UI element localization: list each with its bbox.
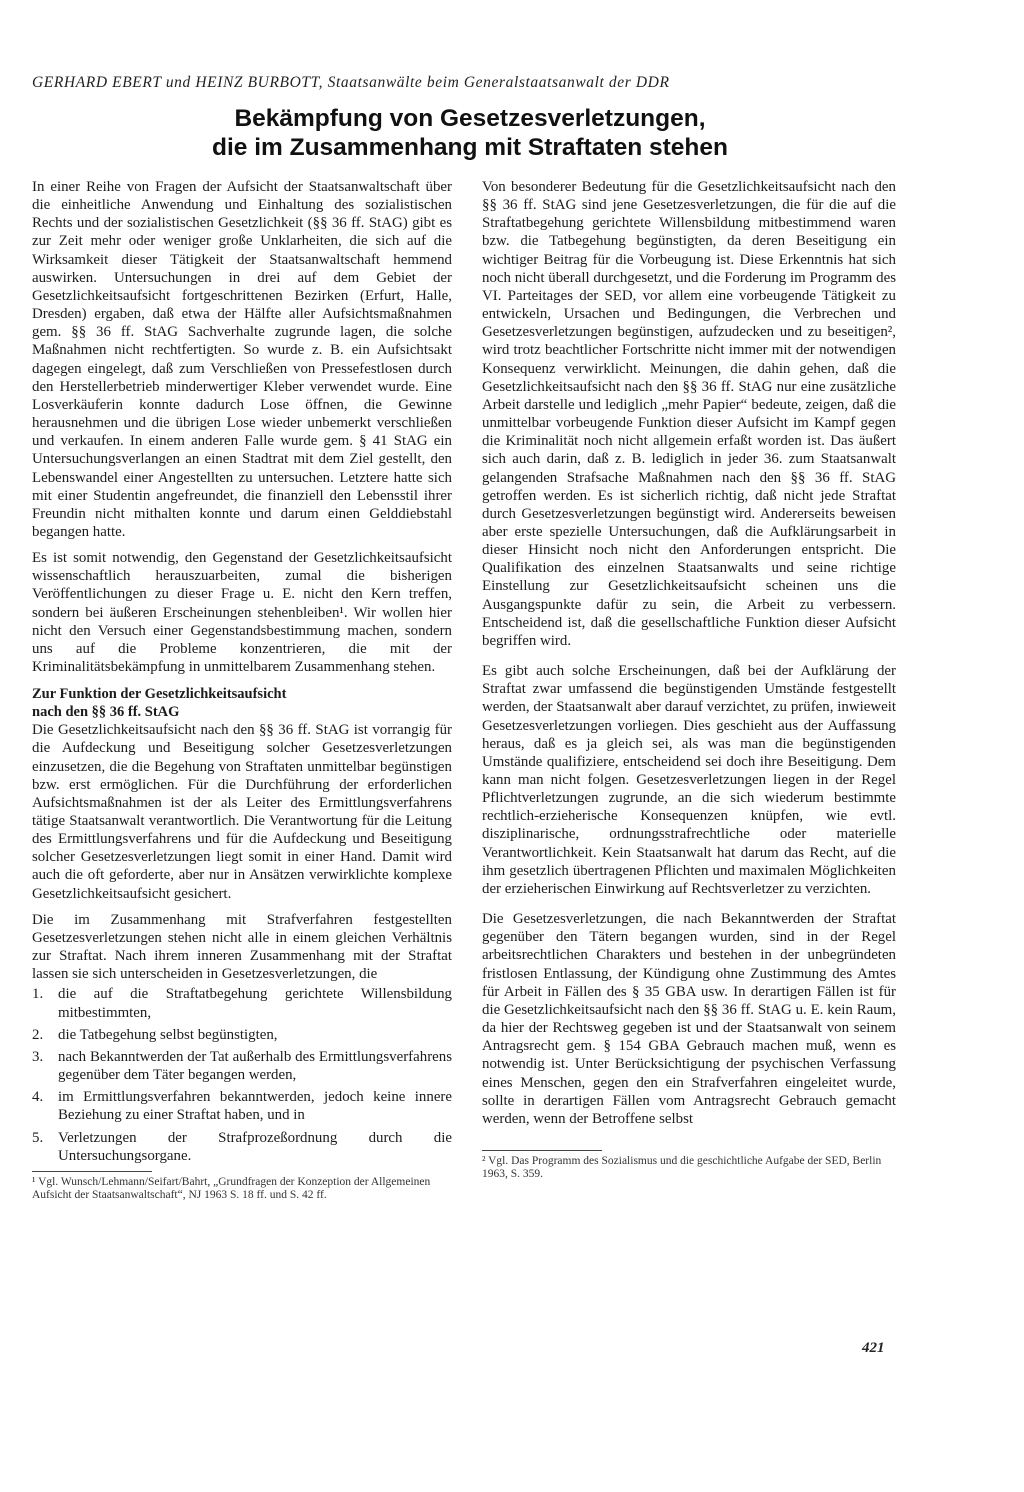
list-item [32, 1088, 452, 1124]
footnote-2: ² Vgl. Das Programm des Sozialismus und die geschichtliche Aufgabe der SED, Berlin 1963, S. 359. [482, 1154, 882, 1181]
section-heading-line-1: Zur Funktion der Gesetzlichkeitsaufsicht [32, 686, 287, 703]
list-item-text: nach Bekanntwerden der Tat außerhalb des Ermittlungsverfahrens gegenüber dem Täter begangen werden, [58, 1048, 452, 1084]
list-item [32, 1048, 452, 1084]
list-item [32, 1026, 452, 1044]
enumerated-list [32, 985, 452, 1164]
title-line-1: Bekämpfung von Gesetzesverletzungen, [234, 105, 706, 132]
list-item-text: die Tatbegehung selbst begünstigten, [58, 1026, 278, 1043]
list-item-number: 5. [32, 1129, 44, 1146]
left-paragraph-4: Die im Zusammenhang mit Strafverfahren festgestellten Gesetzesverletzungen stehen nicht alle in einem gleichen Verhältnis zur Straftat. Nach ihrem inneren Zusammenhang mit der Straftat lassen sie sich unterscheiden in Gesetzesverletzungen, die [32, 911, 452, 983]
list-item-number: 3. [32, 1048, 44, 1065]
left-paragraph-2: Es ist somit notwendig, den Gegenstand der Gesetzlichkeitsaufsicht wissenschaftlich herauszuarbeiten, zumal die bisherigen Veröffentlichungen zu dieser Frage u. E. nicht den Kern treffen, sondern bei äußeren Erscheinungen stehenbleiben¹. Wir wollen hier nicht den Versuch einer Gegenstandsbestimmung machen, sondern uns auf die Probleme konzentrieren, die mit der Kriminalitätsbekämpfung in unmittelbarem Zusammenhang stehen. [32, 550, 452, 676]
author-line: GERHARD EBERT und HEINZ BURBOTT, Staatsanwälte beim Generalstaatsanwalt der DDR [32, 74, 670, 91]
title-line-2: die im Zusammenhang mit Straftaten stehen [212, 134, 728, 161]
list-item [32, 1129, 452, 1165]
section-heading [32, 685, 452, 721]
footnote-1: ¹ Vgl. Wunsch/Lehmann/Seifart/Bahrt, „Grundfragen der Konzeption der Allgemeinen Aufsicht der Staatsanwaltschaft“, NJ 1963 S. 18 ff. und S. 42 ff. [32, 1175, 431, 1202]
right-paragraph-1: Von besonderer Bedeutung für die Gesetzlichkeitsaufsicht nach den §§ 36 ff. StAG sind jene Gesetzesverletzungen, die für die auf die Straftatbegehung gerichtete Willensbildung mitbestimmend waren bzw. die Tatbegehung begünstigten, da deren Beseitigung ein wichtiger Beitrag für die Vorbeugung ist. Diese Erkenntnis hat sich noch nicht überall durchgesetzt, und die Forderung im Programm des VI. Parteitages der SED, vor allem eine vorbeugende Tätigkeit zu entwickeln, Ursachen und Bedingungen, die Verbrechen und Gesetzesverletzungen begünstigen, aufzudecken und zu beseitigen², wird trotz beachtlicher Fortschritte nicht immer mit der notwendigen Konsequenz verwirklicht. Meinungen, die dahin gehen, daß die Gesetzlichkeitsaufsicht nach den §§ 36 ff. StAG nur eine zusätzliche Arbeit darstelle und lediglich „mehr Papier“ bedeute, zeigen, daß die unmittelbar vorbeugende Funktion dieser Aufsicht im Kampf gegen die Kriminalität noch nicht allgemein erfaßt worden ist. Das äußert sich auch darin, daß z. B. lediglich in jeder 36. zum Staatsanwalt gelangenden Strafsache Maßnahmen nach den §§ 36 ff. StAG getroffen werden. Es ist sicherlich richtig, daß nicht jede Straftat durch Gesetzesverletzungen begünstigt wird. Andererseits beweisen aber erste spezielle Untersuchungen, daß die Aufklärungsarbeit in dieser Hinsicht noch nicht den Anforderungen entspricht. Die Qualifikation des einzelnen Staatsanwalts und seine richtige Einstellung zur Gesetzlichkeitsaufsicht scheinen uns die Ausgangspunkte dafür zu sein, die Arbeit zu verbessern. Entscheidend ist, daß die gesellschaftliche Funktion dieser Aufsicht begriffen wird. [482, 179, 896, 649]
list-item-text: Verletzungen der Strafprozeßordnung durch die Untersuchungsorgane. [58, 1129, 452, 1164]
left-column [32, 178, 452, 1203]
list-item-text: die auf die Straftatbegehung gerichtete Willensbildung mitbestimmten, [58, 986, 452, 1021]
footnote-divider [482, 1150, 602, 1151]
article-title [150, 104, 790, 162]
right-column [482, 178, 896, 1182]
list-item-number: 1. [32, 986, 44, 1003]
left-paragraph-3: Die Gesetzlichkeitsaufsicht nach den §§ 36 ff. StAG ist vorrangig für die Aufdeckung und Beseitigung solcher Gesetzesverletzungen einzusetzen, die die Begehung von Straftaten unmittelbar begünstigen bzw. erst ermöglichen. Für die Durchführung der erforderlichen Aufsichtsmaßnahmen ist der als Leiter des Ermittlungsverfahrens tätige Staatsanwalt verantwortlich. Die Verantwortung für die Leitung des Ermittlungsverfahrens und für die Aufdeckung und Beseitigung solcher Gesetzesverletzungen liegt somit in einer Hand. Damit wird auch die oft geforderte, aber nur in Ansätzen verwirklichte komplexe Gesetzlichkeitsaufsicht gesichert. [32, 722, 452, 902]
list-item-text: im Ermittlungsverfahren bekanntwerden, jedoch keine innere Beziehung zu einer Straftat haben, und in [58, 1089, 452, 1124]
list-item-number: 4. [32, 1089, 44, 1106]
left-paragraph-1: In einer Reihe von Fragen der Aufsicht der Staatsanwaltschaft über die einheitliche Anwendung und Einhaltung des sozialistischen Rechts und der sozialistischen Gesetzlichkeit (§§ 36 ff. StAG) gibt es zur Zeit mehr oder weniger große Unklarheiten, die sich auf die Wirksamkeit dieser Tätigkeit der Staatsanwaltschaft hemmend auswirken. Untersuchungen in drei auf dem Gebiet der Gesetzlichkeitsaufsicht fortgeschrittenen Bezirken (Erfurt, Halle, Dresden) ergaben, daß etwa der Hälfte aller Aufsichtsmaßnahmen gem. §§ 36 ff. StAG Sachverhalte zugrunde lagen, die solche Maßnahmen nicht rechtfertigten. So wurde z. B. ein Aufsichtsakt dagegen eingelegt, daß zum Verschließen von Pressefestlosen durch den Herstellerbetrieb minderwertiger Kleber verwendet wurde. Eine Losverkäuferin konnte dadurch Lose öffnen, die Gewinne herausnehmen und die übrigen Lose wieder unbemerkt verschließen und verkaufen. In einem anderen Falle wurde gem. § 41 StAG ein Untersuchungsverlangen an einen Stadtrat mit dem Ziel gestellt, den Lebenswandel einer Angestellten zu untersuchen. Letztere hatte sich mit einer Studentin angefreundet, die finanziell den Lebensstil ihrer Freundin nicht mithalten konnte und darum einen Gelddiebstahl begangen hatte. [32, 179, 452, 540]
list-item-number: 2. [32, 1026, 44, 1043]
section-heading-line-2: nach den §§ 36 ff. StAG [32, 704, 180, 721]
right-paragraph-3: Die Gesetzesverletzungen, die nach Bekanntwerden der Straftat gegenüber den Tätern begangen wurden, sind in der Regel arbeitsrechtlichen Charakters und bestehen in der unbegründeten fristlosen Entlassung, der Kündigung ohne Zustimmung des Amtes für Arbeit in Fällen des § 35 GBA usw. In derartigen Fällen ist für die Gesetzlichkeitsaufsicht nach den §§ 36 ff. StAG u. E. kein Raum, da hier der Rechtsweg gegeben ist und der Staatsanwalt von seinem Antragsrecht gem. § 154 GBA Gebrauch machen muß, wenn es notwendig ist. Unter Berücksichtigung der psychischen Verfassung eines Menschen, gegen den ein Strafverfahren eingeleitet wurde, sollte in derartigen Fällen vom Antragsrecht Gebrauch gemacht werden, wenn der Betroffene selbst [482, 911, 896, 1127]
page-number: 421 [862, 1340, 885, 1356]
list-item [32, 985, 452, 1021]
right-paragraph-2: Es gibt auch solche Erscheinungen, daß bei der Aufklärung der Straftat zwar umfassend die begünstigenden Umstände festgestellt werden, der Staatsanwalt aber darauf verzichtet, zu prüfen, inwieweit Gesetzesverletzungen vorliegen. Dies geschieht aus der Auffassung heraus, daß es ja gleich sei, als was man die begünstigenden Umstände qualifiziere, entscheidend sei doch ihre Beseitigung. Dem kann man nicht folgen. Gesetzesverletzungen liegen in der Regel Pflichtverletzungen zugrunde, an die sich wiederum bestimmte rechtlich-erzieherische Konsequenzen knüpfen, wie evtl. disziplinarische, ordnungsstrafrechtliche oder materielle Verantwortlichkeit. Kein Staatsanwalt hat darum das Recht, auf die ihm gesetzlich übertragenen Pflichten und maximalen Möglichkeiten der erzieherischen Einwirkung auf Rechtsverletzer zu verzichten. [482, 663, 896, 897]
footnote-divider [32, 1171, 152, 1172]
